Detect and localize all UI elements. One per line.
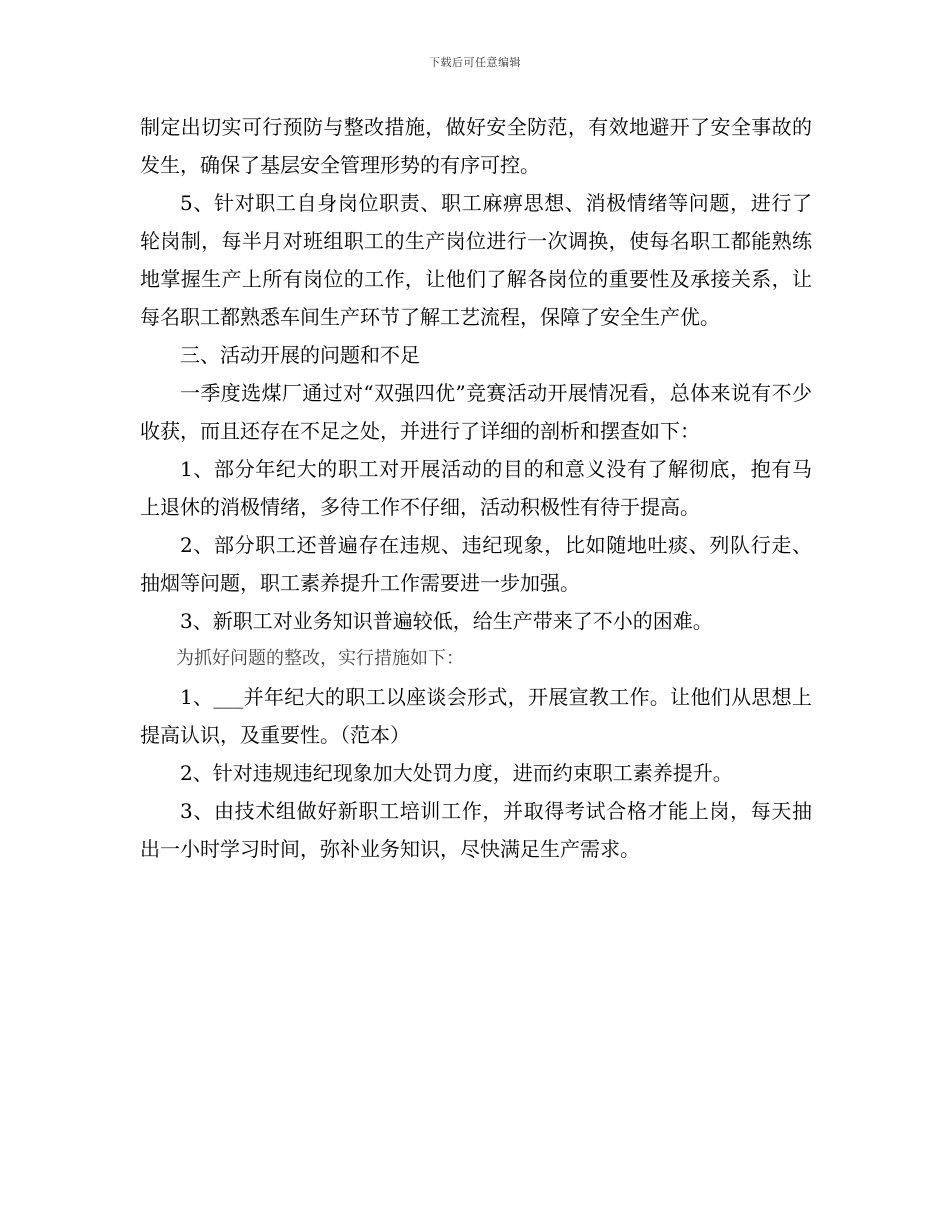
page-header: 下载后可任意编辑 <box>429 56 521 69</box>
paragraph-item-5: 5、针对职工自身岗位职责、职工麻痹思想、消极情绪等问题，进行了轮岗制，每半月对班组职工的生产岗位进行一次调换，使每名职工都能熟练地掌握生产上所有岗位的工作，让他们了解各岗位的重要性及承接关系，让每名职工都熟悉车间生产环节了解工艺流程，保障了安全生产优。 <box>140 191 812 329</box>
paragraph-continuation: 制定出切实可行预防与整改措施，做好安全防范，有效地避开了安全事故的发生，确保了基层安全管理形势的有序可控。 <box>140 115 812 177</box>
paragraph-summary: 一季度选煤厂通过对“双强四优”竞赛活动开展情况看，总体来说有不少收获，而且还存在不足之处，并进行了详细的剖析和摆查如下： <box>140 381 812 443</box>
measure-item-1: 1、___并年纪大的职工以座谈会形式，开展宣教工作。让他们从思想上提高认识，及重要性。（范本） <box>140 685 812 747</box>
section-heading: 三、活动开展的问题和不足 <box>180 343 420 367</box>
problem-item-1: 1、部分年纪大的职工对开展活动的目的和意义没有了解彻底，抱有马上退休的消极情绪，多待工作不仔细，活动积极性有待于提高。 <box>140 457 812 519</box>
problem-item-2: 2、部分职工还普遍存在违规、违纪现象，比如随地吐痰、列队行走、抽烟等问题，职工素养提升工作需要进一步加强。 <box>140 533 812 595</box>
problem-item-3: 3、新职工对业务知识普遍较低，给生产带来了不小的困难。 <box>180 609 713 633</box>
measure-item-2: 2、针对违规违纪现象加大处罚力度，进而约束职工素养提升。 <box>180 761 733 785</box>
measure-item-3: 3、由技术组做好新职工培训工作，并取得考试合格才能上岗，每天抽出一小时学习时间，弥补业务知识，尽快满足生产需求。 <box>140 799 812 861</box>
document-body <box>140 108 812 868</box>
measures-intro: 为抓好问题的整改，实行措施如下： <box>176 648 464 669</box>
